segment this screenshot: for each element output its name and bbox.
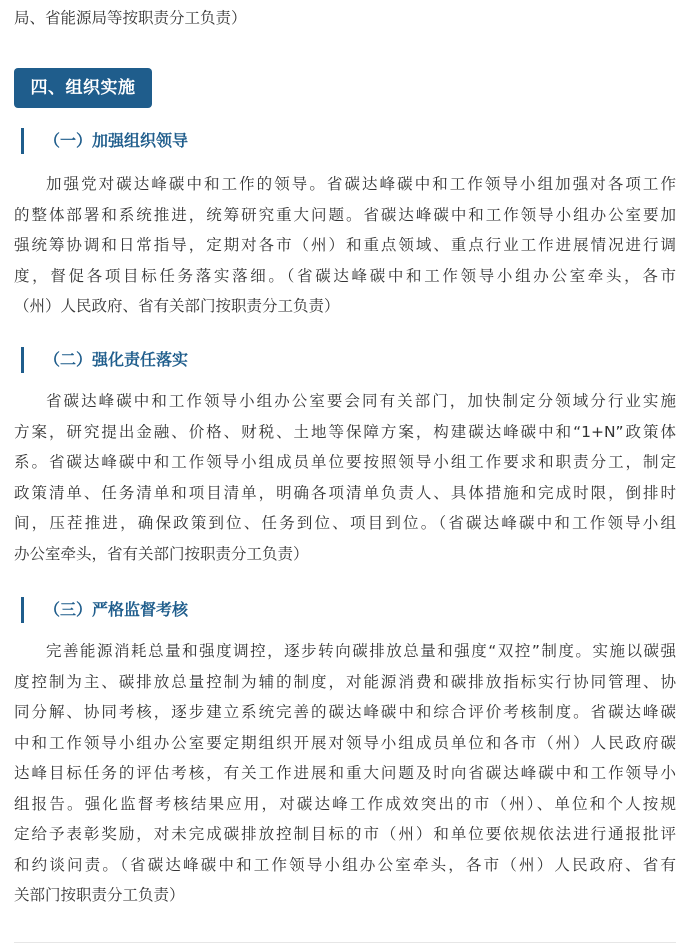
paragraph-line: 同分解、协同考核，逐步建立系统完善的碳达峰碳中和综合评价考核制度。省碳达峰碳 xyxy=(14,703,676,721)
paragraph-line: 组报告。强化监督考核结果应用，对碳达峰工作成效突出的市（州）、单位和个人按规 xyxy=(14,794,676,813)
section-title-badge: 四、组织实施 xyxy=(14,68,152,108)
paragraph-line: 省碳达峰碳中和工作领导小组办公室要会同有关部门，加快制定分领域分行业实施 xyxy=(46,392,676,410)
subsection-paragraph-3 xyxy=(14,636,676,911)
paragraph-line: 和约谈问责。（省碳达峰碳中和工作领导小组办公室牵头，各市（州）人民政府、省有 xyxy=(14,855,676,874)
paragraph-line: 定给予表彰奖励，对未完成碳排放控制目标的市（州）和单位要依规依法进行通报批评 xyxy=(14,825,676,843)
paragraph-line: 加强党对碳达峰碳中和工作的领导。省碳达峰碳中和工作领导小组加强对各项工作 xyxy=(46,175,676,193)
lead-paragraph-tail: 局、省能源局等按职责分工负责） xyxy=(14,9,247,27)
paragraph-line: 办公室牵头，省有关部门按职责分工负责） xyxy=(14,544,309,563)
subsection-paragraph-1 xyxy=(14,169,676,322)
paragraph-line: 的整体部署和系统推进，统筹研究重大问题。省碳达峰碳中和工作领导小组办公室要加 xyxy=(14,205,676,224)
paragraph-line: 度，督促各项目标任务落实落细。（省碳达峰碳中和工作领导小组办公室牵头，各市 xyxy=(14,266,676,285)
paragraph-line: 间，压茬推进，确保政策到位、任务到位、项目到位。（省碳达峰碳中和工作领导小组 xyxy=(14,514,676,532)
paragraph-line: 系。省碳达峰碳中和工作领导小组成员单位要按照领导小组工作要求和职责分工，制定 xyxy=(14,453,676,471)
paragraph-line: 中和工作领导小组办公室要定期组织开展对领导小组成员单位和各市（州）人民政府碳 xyxy=(14,733,676,752)
paragraph-line: 方案，研究提出金融、价格、财税、土地等保障方案，构建碳达峰碳中和“1+N”政策体 xyxy=(14,422,676,441)
subsection-heading-2: （二）强化责任落实 xyxy=(21,347,188,373)
subsection-heading-3: （三）严格监督考核 xyxy=(21,597,188,623)
subsection-paragraph-2 xyxy=(14,386,676,569)
paragraph-line: （州）人民政府、省有关部门按职责分工负责） xyxy=(14,297,340,315)
paragraph-line: 关部门按职责分工负责） xyxy=(14,886,185,904)
subsection-heading-1: （一）加强组织领导 xyxy=(21,128,188,154)
bottom-divider xyxy=(14,942,676,943)
paragraph-line: 度控制为主、碳排放总量控制为辅的制度，对能源消费和碳排放指标实行协同管理、协 xyxy=(14,672,676,691)
paragraph-line: 达峰目标任务的评估考核，有关工作进展和重大问题及时向省碳达峰碳中和工作领导小 xyxy=(14,764,676,782)
paragraph-line: 完善能源消耗总量和强度调控，逐步转向碳排放总量和强度“双控”制度。实施以碳强 xyxy=(46,642,676,660)
paragraph-line: 政策清单、任务清单和项目清单，明确各项清单负责人、具体措施和完成时限，倒排时 xyxy=(14,483,676,502)
paragraph-line: 强统筹协调和日常指导，定期对各市（州）和重点领域、重点行业工作进展情况进行调 xyxy=(14,236,676,254)
